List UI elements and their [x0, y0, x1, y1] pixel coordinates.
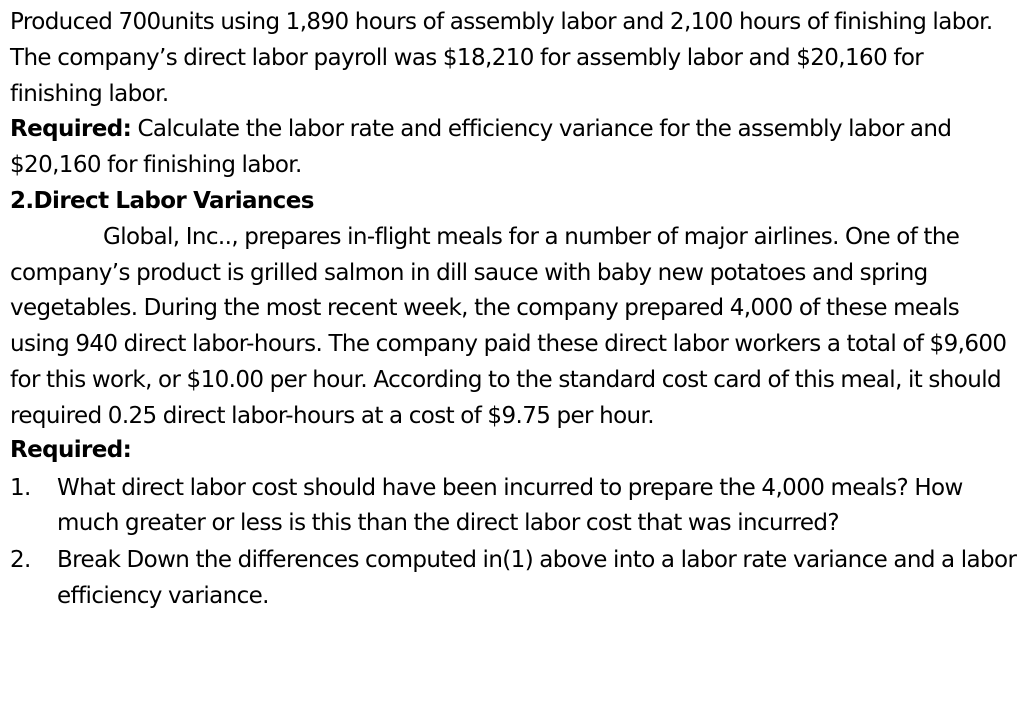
- problem1-required: [10, 112, 1018, 184]
- problem2-required-label: Required:: [10, 436, 132, 463]
- problem1-required-label: Required:: [10, 116, 132, 143]
- list-item-text: Break Down the differences computed in(1) above into a labor rate variance and a labor efficiency variance.: [57, 547, 1017, 609]
- list-item-number: 2.: [10, 547, 31, 574]
- problem1-body: Produced 700units using 1,890 hours of assembly labor and 2,100 hours of finishing labor. The company’s direct labor payroll was $18,210 for assembly labor and $20,160 for finishing labor.: [10, 9, 993, 107]
- question-list: [10, 471, 1018, 615]
- list-item-text: What direct labor cost should have been incurred to prepare the 4,000 meals? How much greater or less is this than the direct labor cost that was incurred?: [57, 474, 963, 537]
- document-page: [10, 5, 1018, 615]
- problem1-required-text: Calculate the labor rate and efficiency variance for the assembly labor and $20,160 for finishing labor.: [10, 116, 952, 179]
- list-item-number: 1.: [10, 474, 31, 501]
- list-item: [10, 471, 1018, 543]
- list-item: [10, 543, 1018, 615]
- problem2-heading: 2.Direct Labor Variances: [10, 187, 314, 214]
- problem2-body: Global, Inc.., prepares in-flight meals for a number of major airlines. One of the company’s product is grilled salmon in dill sauce with baby new potatoes and spring vegetables. During the most recent week, the company prepared 4,000 of these meals using 940 direct labor-hours. The company paid these direct labor workers a total of $9,600 for this work, or $10.00 per hour. According to the standard cost card of this meal, it should required 0.25 direct labor-hours at a cost of $9.75 per hour.: [10, 223, 1007, 429]
